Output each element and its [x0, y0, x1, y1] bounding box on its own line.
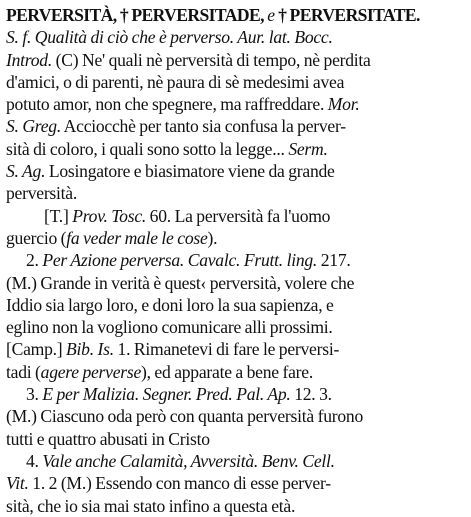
text-line: [6, 294, 465, 316]
italic-text: Prov. Tosc.: [72, 205, 147, 226]
text-line: [6, 361, 465, 383]
text-run: [T.]: [44, 205, 73, 226]
text-line: [6, 338, 465, 360]
italic-text: e: [267, 5, 275, 25]
italic-text: Per Azione perversa. Cavalc. Frutt. ling.: [42, 250, 318, 271]
italic-text: Vale anche Calamità, Avversità. Benv. Cell.: [42, 450, 335, 471]
italic-text: fa veder male le cose: [66, 227, 208, 248]
text-run: Iddio sia largo loro, e doni loro la sua sapienza, e: [6, 294, 334, 315]
text-line: [6, 182, 465, 204]
text-line: [6, 272, 465, 294]
text-run: 1. Rimanetevi di fare le perversi-: [113, 339, 340, 360]
text-run: Acciocchè per tanto sia confusa la perver-: [61, 116, 346, 137]
text-run: ), ed apparate a bene fare.: [141, 361, 313, 382]
headword: † PERVERSITATE.: [274, 5, 420, 25]
text-line: [6, 472, 465, 494]
italic-text: Mor.: [327, 94, 360, 115]
text-line: [6, 160, 465, 182]
text-run: 60. La perversità fa l'uomo: [146, 205, 331, 226]
text-run: perversità.: [6, 183, 78, 204]
text-line: [6, 249, 465, 271]
text-run: sità, che io sia mai stato infino a questa età.: [6, 495, 296, 516]
italic-text: Vit.: [6, 473, 29, 494]
text-run: d'amici, o di parenti, nè paura di sè medesimi avea: [6, 71, 345, 92]
text-run: tutti e quattro abusati in Cristo: [6, 428, 210, 449]
text-line: [6, 450, 465, 472]
text-line: [6, 138, 465, 160]
text-line: [6, 4, 465, 26]
text-run: 1. 2 (M.) Essendo con manco di esse perver-: [28, 473, 331, 494]
text-line: [6, 316, 465, 338]
text-run: ).: [207, 227, 218, 248]
italic-text: S. f. Qualità di ciò che è perverso. Aur. lat. Bocc.: [6, 27, 333, 48]
text-run: (M.) Ciascuno oda però con quanta perversità furono: [6, 406, 364, 427]
text-line: [6, 405, 465, 427]
text-run: eglino non la vogliono comunicare alli prossimi.: [6, 317, 333, 338]
text-line: [6, 49, 465, 71]
text-run: tadi (: [6, 361, 41, 382]
text-run: Losingatore e biasimatore viene da grande: [45, 161, 335, 182]
text-run: (M.) Grande in verità è quest‹ perversità, volere che: [6, 272, 355, 293]
italic-text: agere perverse: [40, 361, 142, 382]
text-line: [6, 428, 465, 450]
italic-text: S. Ag.: [6, 161, 46, 182]
headword: PERVERSITÀ, † PERVERSITADE,: [6, 5, 268, 25]
text-line: [6, 93, 465, 115]
text-line: [6, 115, 465, 137]
text-run: 2.: [26, 250, 43, 271]
text-line: [6, 495, 465, 517]
italic-text: Serm.: [288, 138, 328, 159]
text-run: guercio (: [6, 227, 67, 248]
text-run: [Camp.]: [6, 339, 67, 360]
italic-text: Bib. Is.: [66, 339, 114, 360]
text-run: 3.: [26, 384, 43, 405]
text-run: potuto amor, non che spegnere, ma raffreddare.: [6, 94, 328, 115]
text-line: [6, 26, 465, 48]
italic-text: E per Malizia. Segner. Pred. Pal. Ap.: [42, 384, 291, 405]
text-line: [6, 383, 465, 405]
italic-text: S. Greg.: [6, 116, 61, 137]
text-run: 12. 3.: [290, 384, 332, 405]
text-run: sità di coloro, i quali sono sotto la legge...: [6, 138, 289, 159]
text-run: 4.: [26, 450, 43, 471]
italic-text: Introd.: [6, 49, 52, 70]
text-run: (C) Ne' quali nè perversità di tempo, nè perdita: [51, 49, 371, 70]
text-run: 217.: [317, 250, 351, 271]
text-line: [6, 227, 465, 249]
text-line: [6, 71, 465, 93]
text-line: [6, 205, 465, 227]
